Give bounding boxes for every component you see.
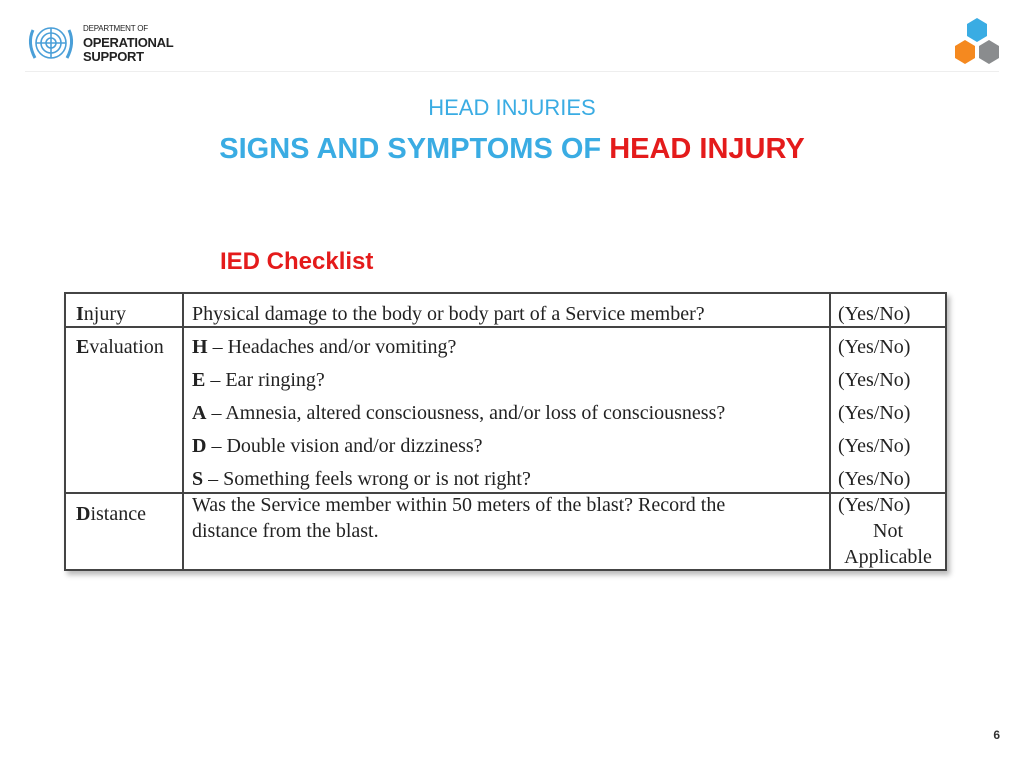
page-number: 6 bbox=[993, 728, 1000, 742]
label-injury: Injury bbox=[76, 303, 127, 325]
ied-checklist-table bbox=[64, 292, 947, 571]
evaluation-answer: (Yes/No) bbox=[838, 468, 911, 490]
slide-title bbox=[0, 133, 1024, 166]
evaluation-item: H – Headaches and/or vomiting? bbox=[192, 336, 457, 358]
evaluation-answer: (Yes/No) bbox=[838, 369, 911, 391]
title-part1: SIGNS AND SYMPTOMS OF bbox=[219, 133, 610, 165]
evaluation-answer: (Yes/No) bbox=[838, 336, 911, 358]
checklist-title: IED Checklist bbox=[220, 248, 374, 275]
distance-answer-applicable: Applicable bbox=[844, 546, 932, 568]
org-line2: OPERATIONAL bbox=[83, 35, 174, 50]
col-divider bbox=[182, 294, 184, 569]
evaluation-answer: (Yes/No) bbox=[838, 435, 911, 457]
evaluation-item: S – Something feels wrong or is not right? bbox=[192, 468, 531, 490]
un-emblem-logo bbox=[25, 20, 77, 66]
org-line3: SUPPORT bbox=[83, 49, 144, 64]
evaluation-item: E – Ear ringing? bbox=[192, 369, 325, 391]
injury-answer: (Yes/No) bbox=[838, 303, 911, 325]
injury-question: Physical damage to the body or body part of a Service member? bbox=[192, 303, 705, 325]
label-distance: Distance bbox=[76, 503, 146, 525]
header-divider bbox=[25, 71, 999, 72]
title-part2: HEAD INJURY bbox=[609, 133, 805, 165]
evaluation-answer: (Yes/No) bbox=[838, 402, 911, 424]
evaluation-item: D – Double vision and/or dizziness? bbox=[192, 435, 483, 457]
distance-question-line1: Was the Service member within 50 meters of the blast? Record the bbox=[192, 494, 726, 516]
evaluation-item: A – Amnesia, altered consciousness, and/or loss of consciousness? bbox=[192, 402, 726, 424]
org-name bbox=[83, 22, 173, 64]
distance-answer-not: Not bbox=[873, 520, 903, 542]
slide-subtitle: HEAD INJURIES bbox=[428, 95, 596, 120]
label-evaluation: Evaluation bbox=[76, 336, 164, 358]
hexagon-logo bbox=[952, 16, 1002, 66]
distance-answer: (Yes/No) bbox=[838, 494, 911, 516]
distance-question-line2: distance from the blast. bbox=[192, 520, 379, 542]
row-divider bbox=[66, 326, 945, 328]
org-line1: DEPARTMENT OF bbox=[83, 24, 148, 33]
